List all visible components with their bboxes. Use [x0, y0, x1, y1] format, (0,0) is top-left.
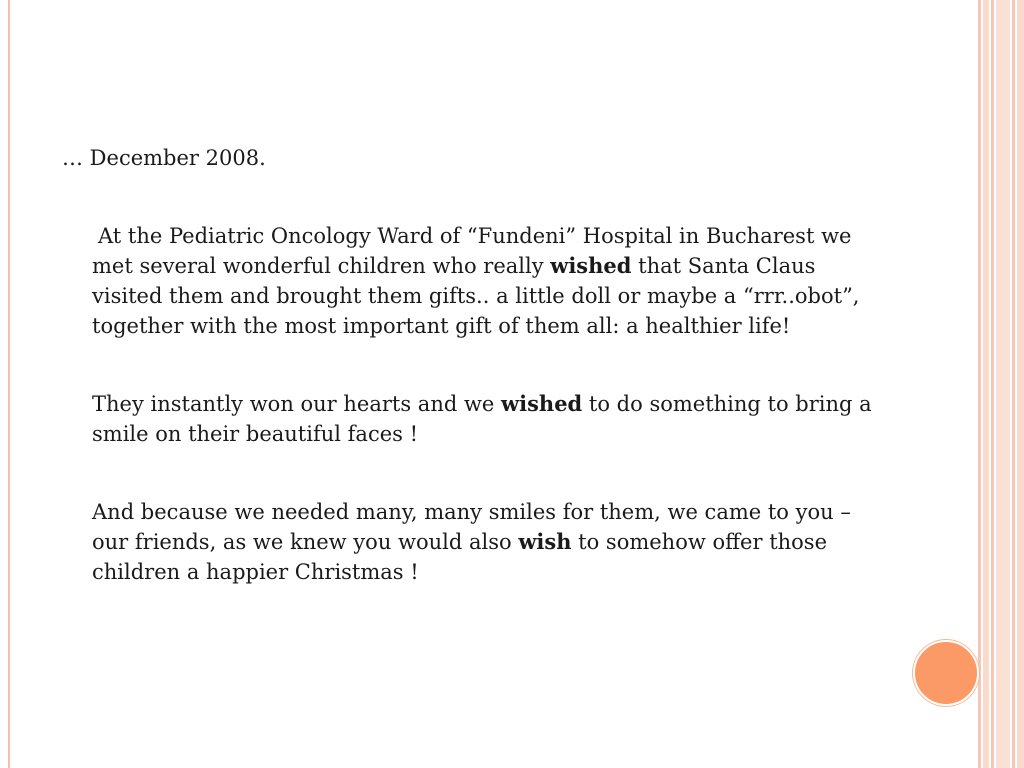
paragraph-text: They instantly won our hearts and we — [92, 392, 502, 416]
paragraph-2 — [92, 389, 882, 449]
paragraph-text: to do something to bring a smile on their beautiful faces ! — [92, 392, 872, 446]
slide-body — [62, 143, 892, 635]
decorative-stripe — [1012, 0, 1015, 768]
paragraph-text: At the Pediatric Oncology Ward of “Fundeni” Hospital in Bucharest we met several wonderful children who really — [92, 224, 852, 278]
emphasis-word: wished — [550, 253, 632, 278]
decorative-stripe — [1017, 0, 1024, 768]
paragraph-1 — [92, 221, 882, 341]
date-line: … December 2008. — [62, 146, 266, 170]
emphasis-word: wished — [501, 391, 583, 416]
orange-circle-decoration — [913, 640, 979, 706]
decorative-stripe — [991, 0, 994, 768]
left-border-line — [8, 0, 10, 768]
paragraph-text: And because we needed many, many smiles for them, we came to you – our friends, as we knew you would also — [92, 500, 851, 554]
decorative-stripe — [983, 0, 989, 768]
decorative-stripe — [996, 0, 1010, 768]
paragraph-text: that Santa Claus visited them and brought them gifts.. a little doll or maybe a “rrr..obot”, together with the most important gift of them all: a healthier life! — [92, 254, 860, 338]
emphasis-word: wish — [518, 529, 572, 554]
paragraph-3 — [92, 497, 882, 587]
paragraph-text: to somehow offer those children a happier Christmas ! — [92, 530, 828, 584]
decorative-stripe — [978, 0, 981, 768]
